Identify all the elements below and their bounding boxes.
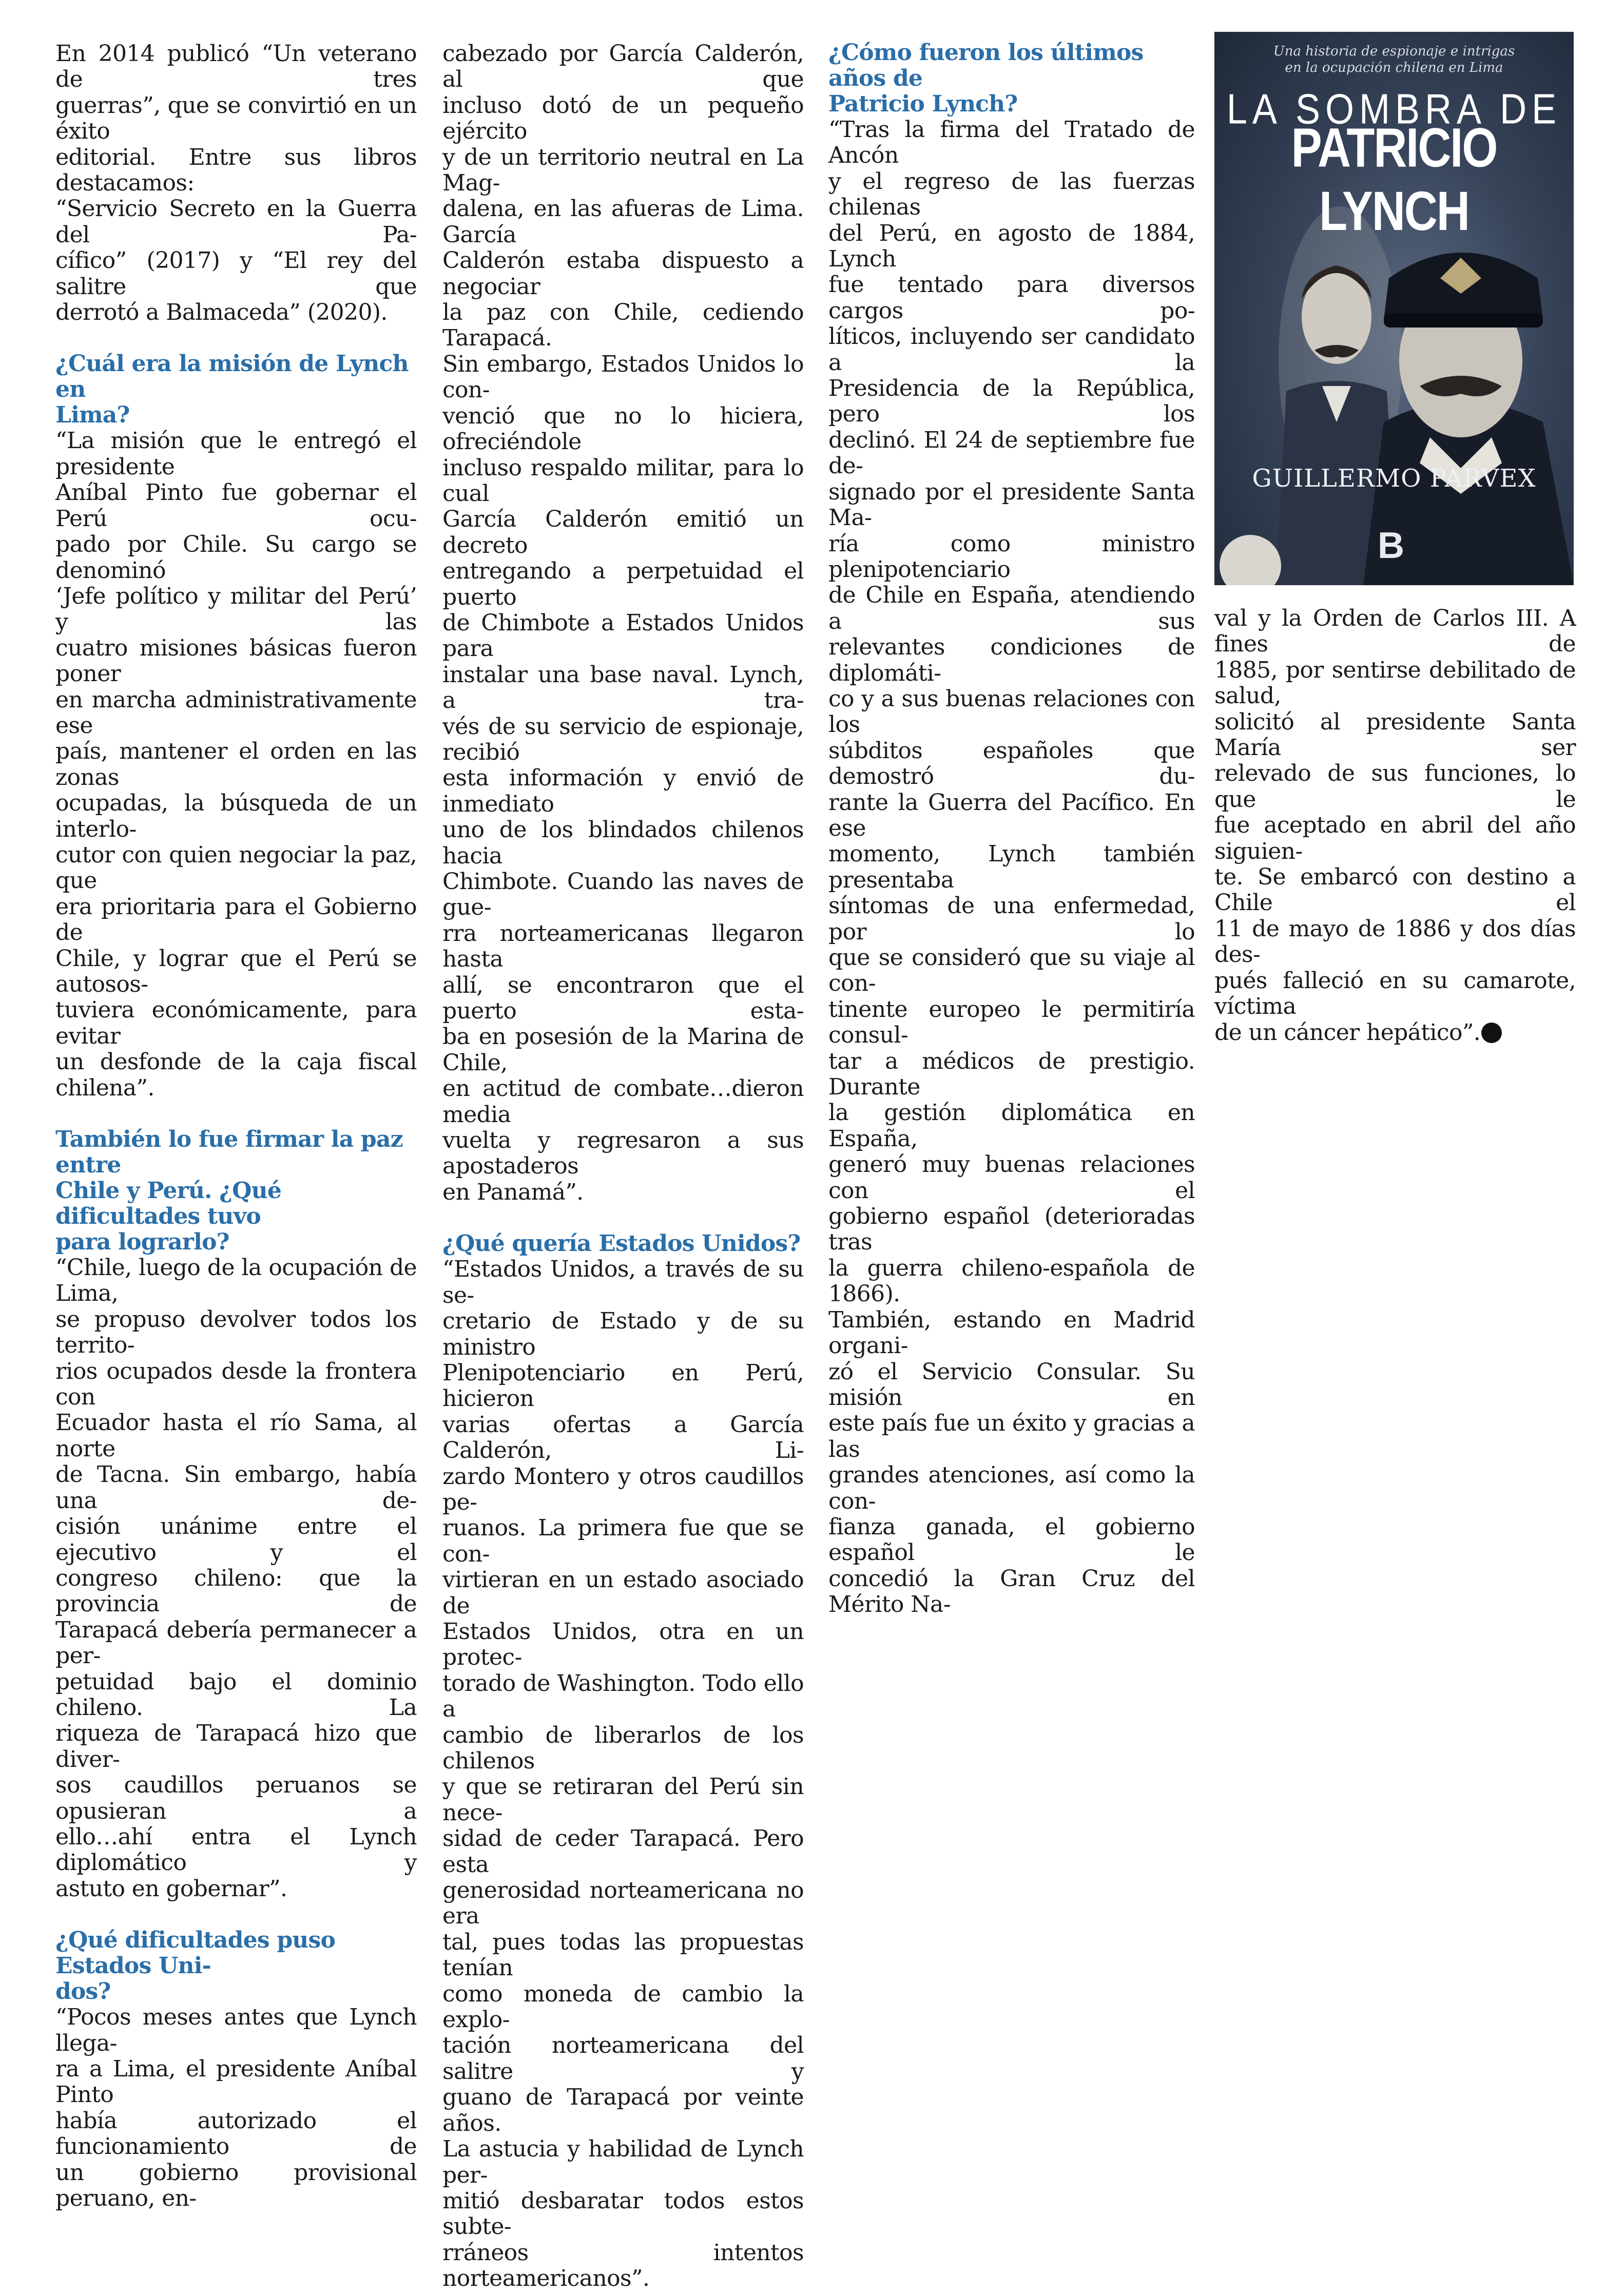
text-line: cabezado por García Calderón, al que <box>442 41 804 93</box>
text-line: ¿Qué quería Estados Unidos? <box>442 1230 801 1257</box>
text-line: vés de su servicio de espionaje, recibió <box>442 713 804 765</box>
text-line: congreso chileno: que la provincia de <box>55 1565 417 1617</box>
text-line: y de un territorio neutral en La Mag- <box>442 144 804 197</box>
text-line: Chile, y lograr que el Perú se autosos- <box>55 945 417 997</box>
text-line: ¿Cómo fueron los últimos años de <box>828 40 1144 91</box>
text-line: editorial. Entre sus libros destacamos: <box>55 144 417 197</box>
text-line: líticos, incluyendo ser candidato a la <box>828 323 1195 376</box>
text-line: Plenipotenciario en Perú, hicieron <box>442 1359 804 1412</box>
text-line: y que se retiraran del Perú sin nece- <box>442 1774 804 1826</box>
text-line: “La misión que le entregó el presidente <box>55 428 417 480</box>
text-line: tación norteamericana del salitre y <box>442 2032 804 2085</box>
text-line: virtieran en un estado asociado de <box>442 1567 804 1619</box>
text-line: Aníbal Pinto fue gobernar el Perú ocu- <box>55 479 417 532</box>
text-line: signado por el presidente Santa Ma- <box>828 478 1195 531</box>
question-lynch-mission <box>55 351 417 428</box>
text-line: tal, pues todas las propuestas tenían <box>442 1929 804 1981</box>
text-line: relevantes condiciones de diplomáti- <box>828 634 1195 686</box>
text-line: También lo fue firmar la paz entre <box>55 1126 403 1179</box>
text-line: allí, se encontraron que el puerto esta- <box>442 972 804 1025</box>
text-line: de Chile en España, atendiendo a sus <box>828 582 1195 634</box>
question-what-us-wanted <box>442 1231 804 1257</box>
text-line: mitió desbaratar todos estos subte- <box>442 2187 804 2240</box>
text-line: la paz con Chile, cediendo Tarapacá. <box>442 299 804 352</box>
text-line: Chimbote. Cuando las naves de gue- <box>442 869 804 921</box>
text-line: cretario de Estado y de su ministro <box>442 1308 804 1360</box>
text-line: instalar una base naval. Lynch, a tra- <box>442 661 804 714</box>
answer-us-difficulties-cont <box>442 41 804 1205</box>
text-line: Chile y Perú. ¿Qué dificultades tuvo <box>55 1178 282 1230</box>
text-line: Ecuador hasta el río Sama, al norte <box>55 1410 417 1462</box>
text-line: cífico” (2017) y “El rey del salitre que <box>55 247 417 300</box>
answer-lynch-mission <box>55 428 417 1101</box>
text-line: generó muy buenas relaciones con el <box>828 1151 1195 1204</box>
book-cover-image <box>1214 32 1574 585</box>
answer-last-years-end <box>1214 606 1576 1046</box>
text-line: grandes atenciones, así como la con- <box>828 1462 1195 1514</box>
text-line: un desfonde de la caja fiscal chilena”. <box>55 1049 417 1101</box>
question-last-years <box>828 40 1195 117</box>
text-line: en Panamá”. <box>442 1179 584 1205</box>
text-line: vuelta y regresaron a sus apostaderos <box>442 1127 804 1180</box>
text-line: Estados Unidos, otra en un protec- <box>442 1618 804 1671</box>
text-line: esta información y envió de inmediato <box>442 765 804 817</box>
text-line: “Chile, luego de la ocupación de Lima, <box>55 1255 417 1307</box>
text-line: fianza ganada, el gobierno español le <box>828 1513 1195 1566</box>
text-line: En 2014 publicó “Un veterano de tres <box>55 41 417 93</box>
question-peace-difficulties <box>55 1127 417 1255</box>
text-line: y el regreso de las fuerzas chilenas <box>828 168 1195 221</box>
text-line: del Perú, en agosto de 1884, Lynch <box>828 220 1195 273</box>
text-line: rráneos intentos norteamericanos”. <box>442 2239 804 2292</box>
text-line: era prioritaria para el Gobierno de <box>55 893 417 946</box>
text-line: riqueza de Tarapacá hizo que diver- <box>55 1720 417 1773</box>
text-line: Sin embargo, Estados Unidos lo con- <box>442 351 804 403</box>
text-line: ra a Lima, el presidente Aníbal Pinto <box>55 2056 417 2108</box>
cover-author: GUILLERMO PARVEX <box>1252 464 1536 493</box>
text-line: declinó. El 24 de septiembre fue de- <box>828 427 1195 479</box>
text-line: García Calderón emitió un decreto <box>442 506 804 558</box>
text-line: la guerra chileno-española de 1866). <box>828 1255 1195 1307</box>
text-line: varias ofertas a García Calderón, Li- <box>442 1411 804 1464</box>
text-line: “Tras la firma del Tratado de Ancón <box>828 117 1195 169</box>
text-line: Presidencia de la República, pero los <box>828 375 1195 428</box>
text-line: fue tentado para diversos cargos po- <box>828 272 1195 324</box>
text-line: te. Se embarcó con destino a Chile el <box>1214 864 1576 916</box>
text-line: súbditos españoles que demostró du- <box>828 737 1195 790</box>
column-3 <box>828 40 1195 1618</box>
column-1 <box>55 41 417 2211</box>
text-line: generosidad norteamericana no era <box>442 1877 804 1930</box>
text-line: cutor con quien negociar la paz, que <box>55 841 417 894</box>
text-line: “Pocos meses antes que Lynch llega- <box>55 2004 417 2056</box>
text-line: cambio de liberarlos de los chilenos <box>442 1722 804 1774</box>
text-line: fue aceptado en abril del año siguien- <box>1214 812 1576 864</box>
text-line: sidad de ceder Tarapacá. Pero esta <box>442 1825 804 1878</box>
text-line: dos? <box>55 1978 111 2005</box>
text-line: de un cáncer hepático”. <box>1214 1019 1481 1046</box>
column-2 <box>442 41 804 2292</box>
text-line: Calderón estaba dispuesto a negociar <box>442 247 804 300</box>
text-line: para lograrlo? <box>55 1229 229 1256</box>
text-line: zardo Montero y otros caudillos pe- <box>442 1463 804 1515</box>
text-line: incluso dotó de un pequeño ejército <box>442 92 804 145</box>
text-line: país, mantener el orden en las zonas <box>55 738 417 791</box>
text-line: ría como ministro plenipotenciario <box>828 530 1195 583</box>
text-line: este país fue un éxito y gracias a las <box>828 1410 1195 1462</box>
text-line: torado de Washington. Todo ello a <box>442 1670 804 1723</box>
text-line: ¿Cuál era la misión de Lynch en <box>55 351 409 403</box>
text-line: gobierno español (deterioradas tras <box>828 1203 1195 1256</box>
cover-subtitle-line2: en la ocupación chilena en Lima <box>1285 60 1503 75</box>
answer-us-difficulties-start <box>55 2005 417 2211</box>
text-line: También, estando en Madrid organi- <box>828 1306 1195 1359</box>
text-line: de Chimbote a Estados Unidos para <box>442 609 804 662</box>
answer-last-years <box>828 117 1195 1618</box>
text-line: que se consideró que su viaje al con- <box>828 945 1195 997</box>
text-line: cisión unánime entre el ejecutivo y el <box>55 1513 417 1566</box>
text-line: astuto en gobernar”. <box>55 1875 287 1902</box>
text-line: guerras”, que se convirtió en un éxito <box>55 92 417 145</box>
text-line: ello…ahí entra el Lynch diplomático y <box>55 1823 417 1876</box>
text-line: pado por Chile. Su cargo se denominó <box>55 531 417 584</box>
text-line: ba en posesión de la Marina de Chile, <box>442 1024 804 1076</box>
cover-subtitle-line1: Una historia de espionaje e intrigas <box>1273 44 1515 59</box>
text-line: un gobierno provisional peruano, en- <box>55 2159 417 2212</box>
text-line: en actitud de combate…dieron media <box>442 1075 804 1128</box>
text-line: La astucia y habilidad de Lynch per- <box>442 2136 804 2188</box>
text-line: uno de los blindados chilenos hacia <box>442 817 804 869</box>
text-line: rra norteamericanas llegaron hasta <box>442 920 804 973</box>
text-line: relevado de sus funciones, lo que le <box>1214 760 1576 813</box>
answer-peace-difficulties <box>55 1255 417 1902</box>
text-line: como moneda de cambio la explo- <box>442 1980 804 2033</box>
text-line: tar a médicos de prestigio. Durante <box>828 1048 1195 1101</box>
text-line: solicitó al presidente Santa María ser <box>1214 708 1576 761</box>
text-line: concedió la Gran Cruz del Mérito Na- <box>828 1565 1195 1618</box>
text-line: derrotó a Balmaceda” (2020). <box>55 299 388 326</box>
text-line: ‘Jefe político y militar del Perú’ y las <box>55 583 417 635</box>
text-line: en marcha administrativamente ese <box>55 686 417 739</box>
text-line: había autorizado el funcionamiento de <box>55 2107 417 2160</box>
text-line: de Tacna. Sin embargo, había una de- <box>55 1461 417 1514</box>
cover-subtitle <box>1214 43 1574 76</box>
text-line: ocupadas, la búsqueda de un interlo- <box>55 790 417 842</box>
text-line: cuatro misiones básicas fueron poner <box>55 634 417 687</box>
text-line: Patricio Lynch? <box>828 91 1018 117</box>
text-line: rios ocupados desde la frontera con <box>55 1358 417 1411</box>
text-line: síntomas de una enfermedad, por lo <box>828 893 1195 945</box>
cover-title-line2: PATRICIO LYNCH <box>1291 117 1497 243</box>
text-line: dalena, en las afueras de Lima. García <box>442 196 804 248</box>
column-4 <box>1214 606 1576 1046</box>
text-line: co y a sus buenas relaciones con los <box>828 685 1195 738</box>
text-line: guano de Tarapacá por veinte años. <box>442 2084 804 2136</box>
text-line: petuidad bajo el dominio chileno. La <box>55 1668 417 1721</box>
text-line: se propuso devolver todos los territo- <box>55 1306 417 1359</box>
cover-title-line1: LA SOMBRA DE <box>1226 86 1562 133</box>
text-line: tinente europeo le permitiría consul- <box>828 996 1195 1049</box>
text-line: sos caudillos peruanos se opusieran a <box>55 1772 417 1824</box>
text-line: “Servicio Secreto en la Guerra del Pa- <box>55 196 417 248</box>
text-line: la gestión diplomática en España, <box>828 1100 1195 1152</box>
text-line: Tarapacá debería permanecer a per- <box>55 1616 417 1669</box>
text-line: “Estados Unidos, a través de su se- <box>442 1256 804 1308</box>
text-line: entregando a perpetuidad el puerto <box>442 558 804 610</box>
text-line: tuviera económicamente, para evitar <box>55 997 417 1049</box>
text-line: zó el Servicio Consular. Su misión en <box>828 1358 1195 1411</box>
text-line: ruanos. La primera fue que se con- <box>442 1515 804 1567</box>
publisher-logo: B <box>1378 525 1404 566</box>
text-line: venció que no lo hiciera, ofreciéndole <box>442 402 804 455</box>
text-line: 11 de mayo de 1886 y dos días des- <box>1214 915 1576 968</box>
answer-what-us-wanted <box>442 1257 804 2291</box>
question-us-difficulties <box>55 1928 417 2005</box>
text-line: 1885, por sentirse debilitado de salud, <box>1214 657 1576 709</box>
text-line: pués falleció en su camarote, víctima <box>1214 967 1576 1020</box>
text-line: incluso respaldo militar, para lo cual <box>442 454 804 507</box>
end-of-article-mark <box>1481 1023 1502 1043</box>
text-line: ¿Qué dificultades puso Estados Uni- <box>55 1927 335 1979</box>
text-line: momento, Lynch también presentaba <box>828 841 1195 893</box>
text-line: rante la Guerra del Pacífico. En ese <box>828 789 1195 841</box>
intro-paragraph <box>55 41 417 325</box>
text-line: Lima? <box>55 402 130 429</box>
text-line: val y la Orden de Carlos III. A fines de <box>1214 605 1576 658</box>
